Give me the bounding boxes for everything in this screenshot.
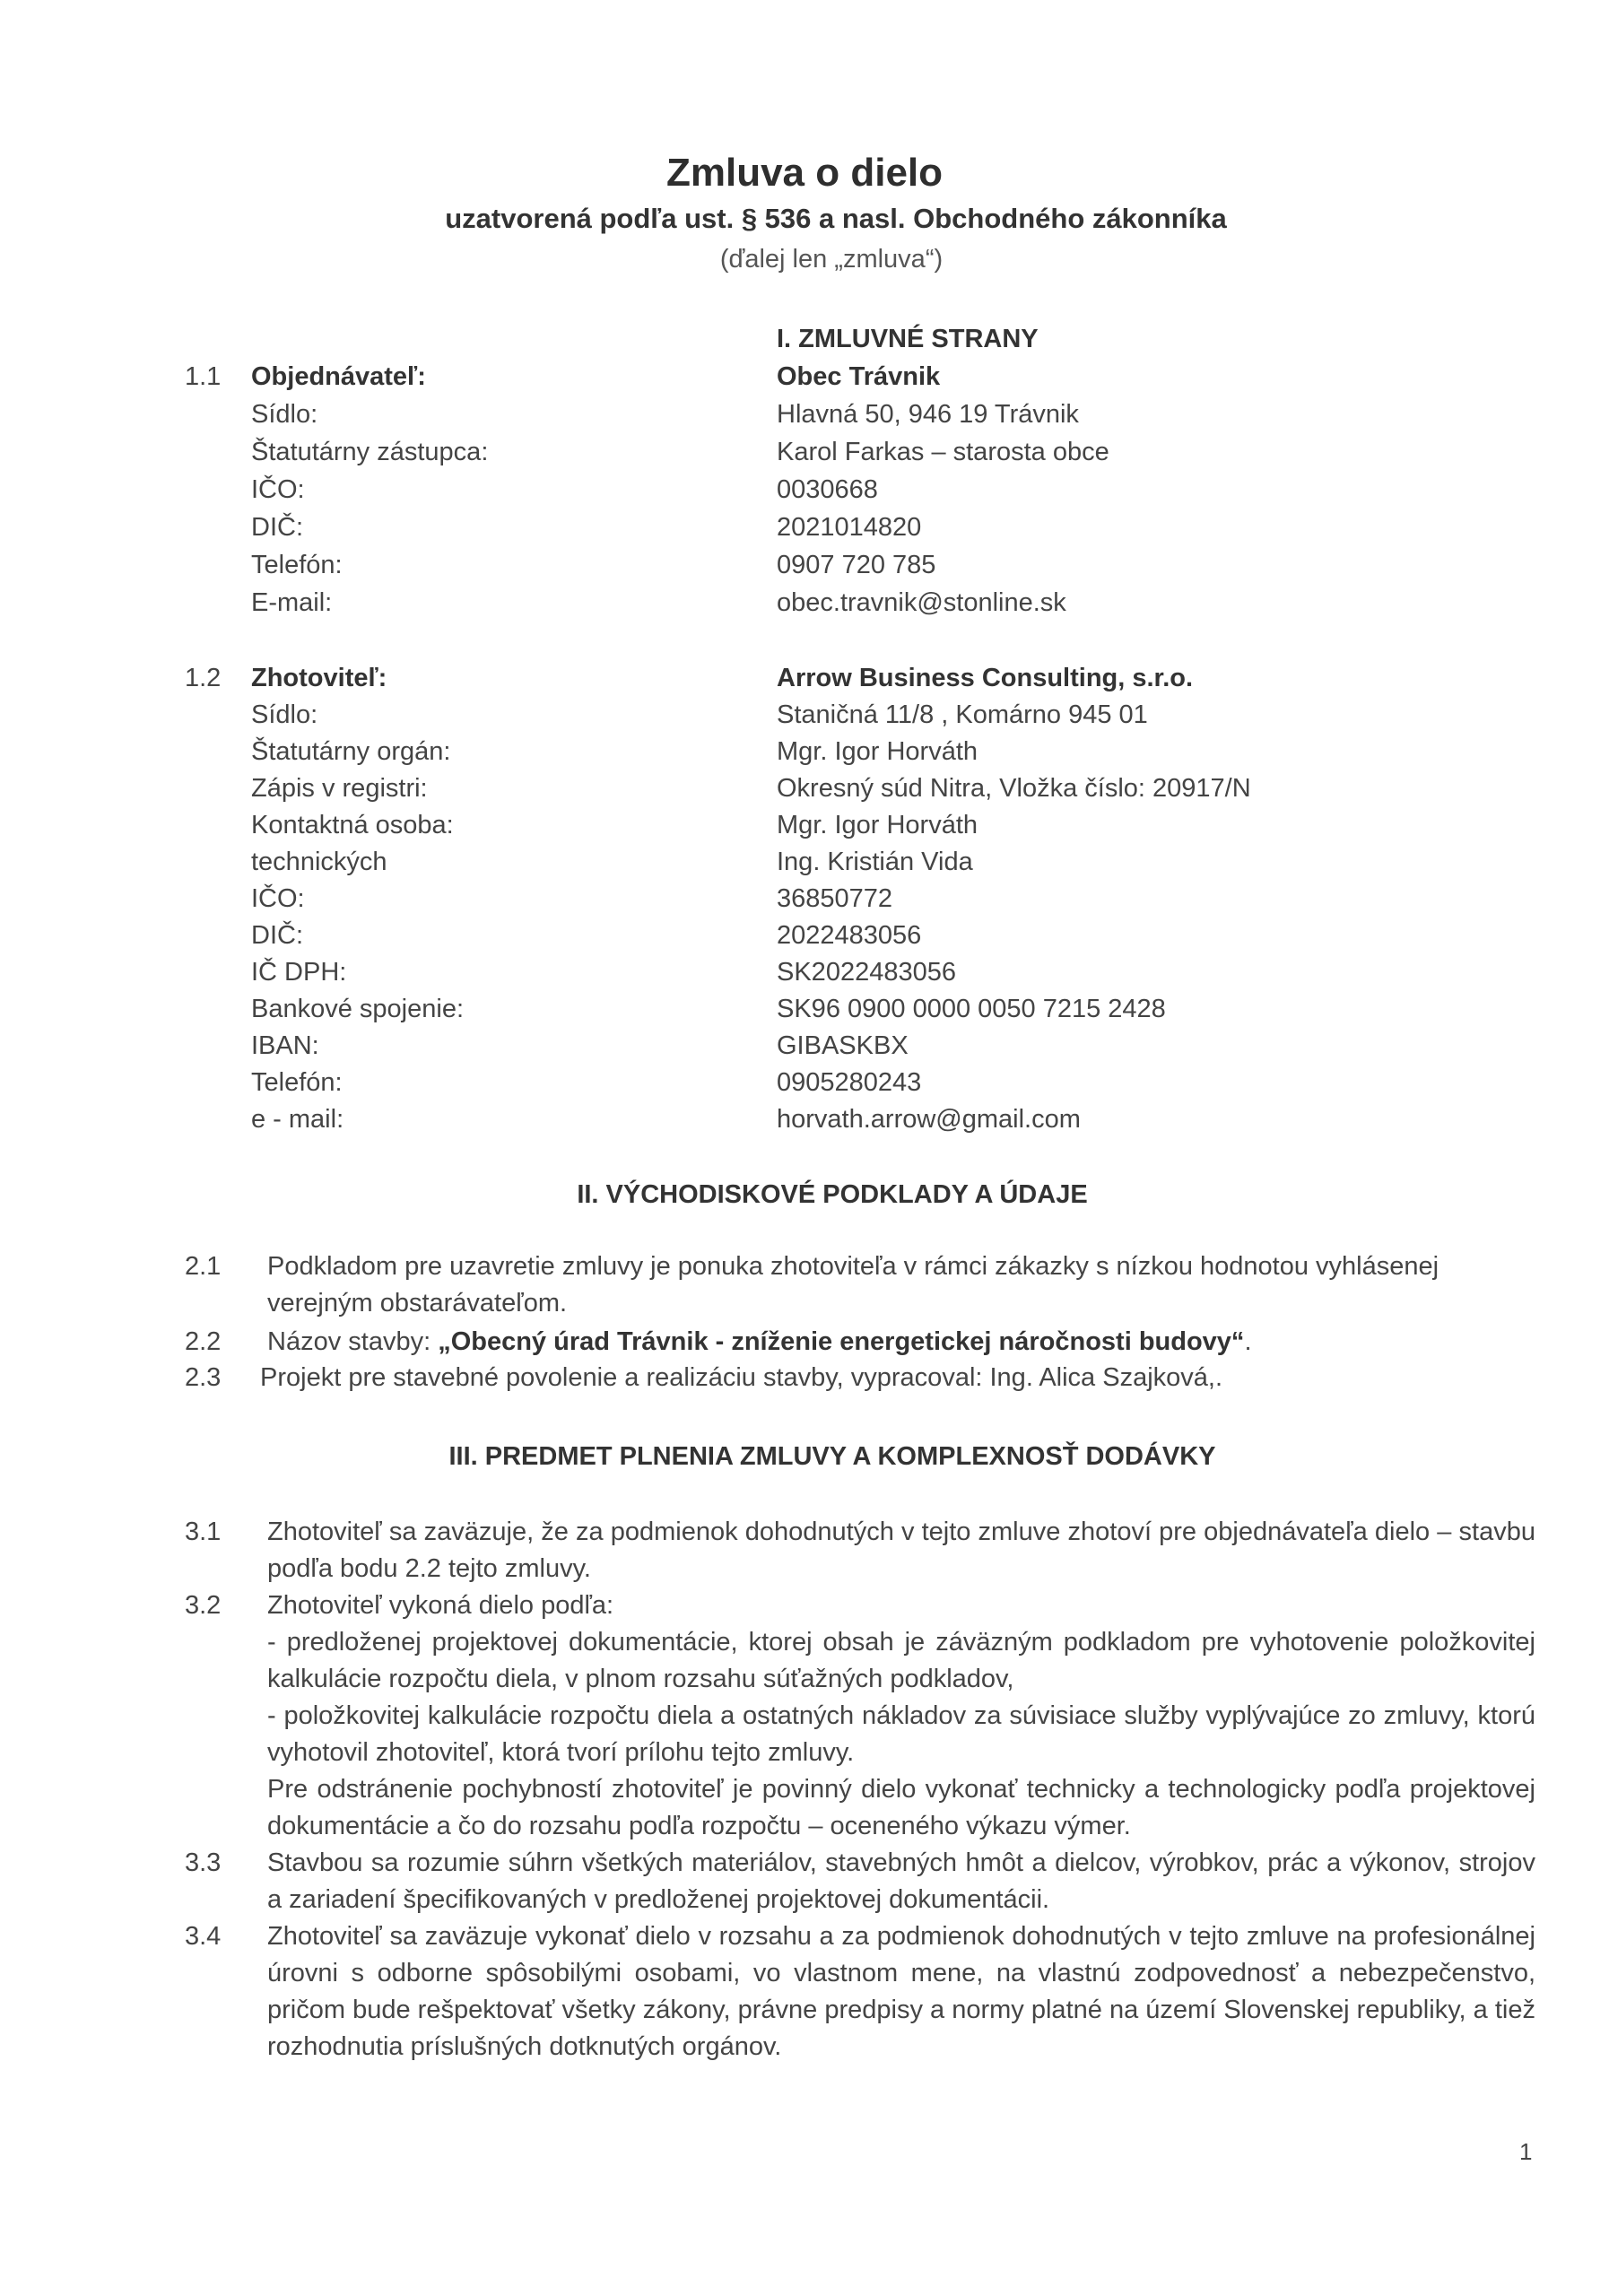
contractor-row-value: Ing. Kristián Vida xyxy=(777,848,973,876)
contractor-row-label: Sídlo: xyxy=(251,700,318,729)
item-text: Podkladom pre uzavretie zmluvy je ponuka zhotoviteľa v rámci zákazky s nízkou hodnotou vyhlásenej verejným obstarávateľom. xyxy=(267,1252,1439,1318)
contractor-name: Arrow Business Consulting, s.r.o. xyxy=(777,664,1194,692)
item-note: Pre odstránenie pochybností zhotoviteľ je povinný dielo vykonať technicky a technologicky podľa projektovej dokumentácie a čo do rozsahu podľa rozpočtu – oceneného výkazu výmer. xyxy=(267,1775,1535,1840)
client-row-label: E-mail: xyxy=(251,588,333,617)
item-number: 3.4 xyxy=(185,1922,222,1951)
contractor-row-label: e - mail: xyxy=(251,1105,344,1134)
client-row-label: IČO: xyxy=(251,475,305,504)
document-title: Zmluva o dielo xyxy=(665,151,944,195)
item-text-prefix: Názov stavby: xyxy=(267,1327,439,1356)
contractor-row-value: Mgr. Igor Horváth xyxy=(777,737,978,766)
client-row-value: Hlavná 50, 946 19 Trávnik xyxy=(777,400,1079,429)
client-row-value: Karol Farkas – starosta obce xyxy=(777,438,1109,466)
client-row-value: 0907 720 785 xyxy=(777,551,936,579)
contractor-row-value: GIBASKBX xyxy=(777,1031,909,1060)
client-row-label: DIČ: xyxy=(251,513,303,542)
contractor-row-value: Staničná 11/8 , Komárno 945 01 xyxy=(777,700,1148,729)
item-text: Stavbou sa rozumie súhrn všetkých materiálov, stavebných hmôt a dielcov, výrobkov, prác a výkonov, strojov a zariadení špecifikovaných v predloženej projektovej dokumentácii. xyxy=(267,1848,1535,1914)
contractor-row-value: SK2022483056 xyxy=(777,958,956,987)
contractor-row-label: Bankové spojenie: xyxy=(251,995,464,1023)
client-email-link[interactable]: obec.travnik@stonline.sk xyxy=(777,588,1066,617)
item-text: Projekt pre stavebné povolenie a realizáciu stavby, vypracoval: Ing. Alica Szajková,. xyxy=(260,1363,1223,1392)
section-2-heading: II. VÝCHODISKOVÉ PODKLADY A ÚDAJE xyxy=(577,1180,1088,1209)
item-bullet: - položkovitej kalkulácie rozpočtu diela a ostatných nákladov za súvisiace služby vyplývajúce zo zmluvy, ktorú vyhotovil zhotoviteľ, ktorá tvorí prílohu tejto zmluvy. xyxy=(267,1701,1535,1767)
contractor-row-label: IČO: xyxy=(251,884,305,913)
item-text: Zhotoviteľ sa zaväzuje vykonať dielo v rozsahu a za podmienok dohodnutých v tejto zmluve na profesionálnej úrovni s odborne spôsobilými osobami, vo vlastnom mene, na vlastnú zodpovednosť a nebezpečenstvo, pričom bude rešpektovať všetky zákony, právne predpisy a normy platné na území Slovenskej republiky, a tiež rozhodnutia príslušných dotknutých orgánov. xyxy=(267,1922,1535,2061)
item-number: 3.1 xyxy=(185,1518,222,1546)
contractor-row-label: IČ DPH: xyxy=(251,958,347,987)
item-bullet: - predloženej projektovej dokumentácie, ktorej obsah je záväzným podkladom pre vyhotovenie položkovitej kalkulácie rozpočtu diela, v plnom rozsahu súťažných podkladov, xyxy=(267,1628,1535,1693)
page-number: 1 xyxy=(1519,2138,1533,2165)
contractor-row-value: 36850772 xyxy=(777,884,893,913)
contractor-row-label: technických xyxy=(251,848,387,876)
contractor-row-label: Telefón: xyxy=(251,1068,343,1097)
document-subtitle-note: (ďalej len „zmluva“) xyxy=(719,245,944,274)
contractor-row-label: DIČ: xyxy=(251,921,303,950)
section-1-heading: I. ZMLUVNÉ STRANY xyxy=(777,325,1039,353)
client-row-value: 2021014820 xyxy=(777,513,922,542)
client-row-label: Štatutárny zástupca: xyxy=(251,438,489,466)
contractor-label: Zhotoviteľ: xyxy=(251,664,387,692)
contractor-row-label: IBAN: xyxy=(251,1031,319,1060)
contractor-email-link[interactable]: horvath.arrow@gmail.com xyxy=(777,1105,1081,1134)
item-text: Zhotoviteľ sa zaväzuje, že za podmienok dohodnutých v tejto zmluve zhotoví pre objednávateľa dielo – stavbu podľa bodu 2.2 tejto zmluvy. xyxy=(267,1518,1535,1583)
item-number: 2.2 xyxy=(185,1327,222,1356)
client-row-label: Sídlo: xyxy=(251,400,318,429)
item-text xyxy=(267,1324,1537,1361)
contractor-number: 1.2 xyxy=(185,664,222,692)
contractor-row-label: Kontaktná osoba: xyxy=(251,811,454,839)
contractor-row-value: Okresný súd Nitra, Vložka číslo: 20917/N xyxy=(777,774,1251,803)
section-3-heading: III. PREDMET PLNENIA ZMLUVY A KOMPLEXNOSŤ DODÁVKY xyxy=(448,1442,1216,1471)
item-number: 3.3 xyxy=(185,1848,222,1877)
item-number: 2.3 xyxy=(185,1363,222,1392)
item-number: 2.1 xyxy=(185,1252,222,1281)
item-number: 3.2 xyxy=(185,1591,222,1620)
contractor-row-value: Mgr. Igor Horváth xyxy=(777,811,978,839)
contractor-row-label: Zápis v registri: xyxy=(251,774,428,803)
contractor-row-label: Štatutárny orgán: xyxy=(251,737,451,766)
contractor-row-value: 0905280243 xyxy=(777,1068,922,1097)
client-number: 1.1 xyxy=(185,362,222,391)
client-row-value: 0030668 xyxy=(777,475,878,504)
client-row-label: Telefón: xyxy=(251,551,343,579)
item-text-suffix: . xyxy=(1244,1327,1252,1356)
client-name: Obec Trávnik xyxy=(777,362,941,391)
item-text: Zhotoviteľ vykoná dielo podľa: xyxy=(267,1591,614,1620)
client-label: Objednávateľ: xyxy=(251,362,426,391)
document-subtitle: uzatvorená podľa ust. § 536 a nasl. Obchodného zákonníka xyxy=(445,203,1227,234)
building-name: „Obecný úrad Trávnik - zníženie energetickej náročnosti budovy“ xyxy=(438,1327,1245,1356)
contractor-row-value: SK96 0900 0000 0050 7215 2428 xyxy=(777,995,1166,1023)
contractor-row-value: 2022483056 xyxy=(777,921,922,950)
